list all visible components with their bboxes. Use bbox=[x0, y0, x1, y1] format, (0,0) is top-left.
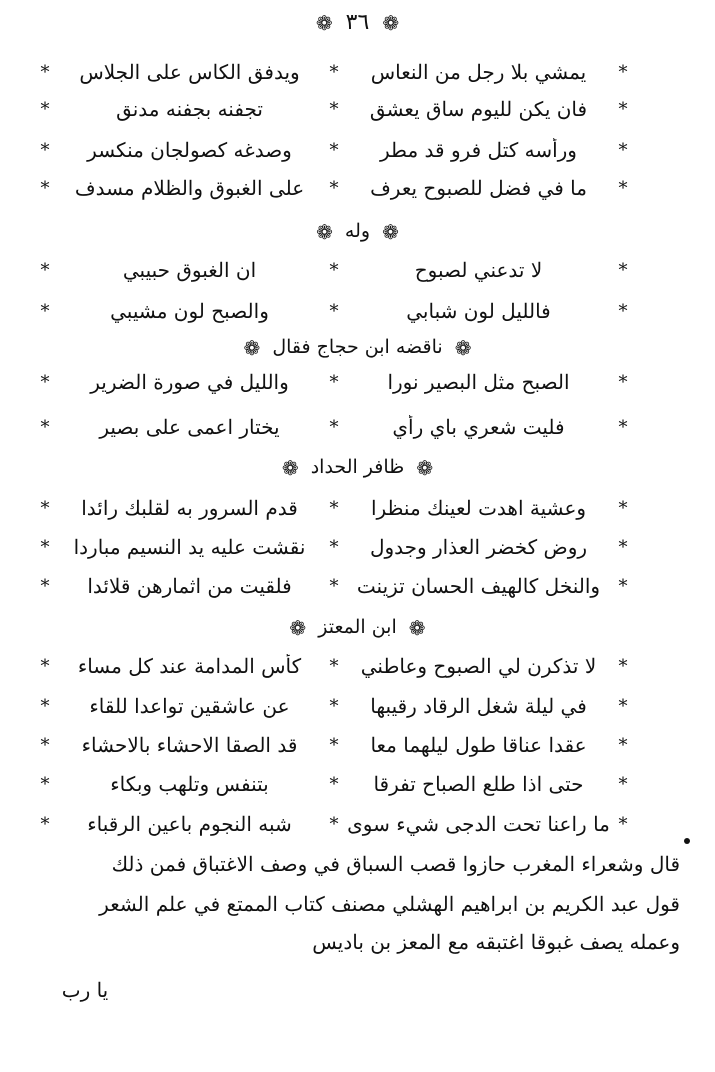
verse-line bbox=[34, 170, 634, 206]
ink-dot bbox=[684, 838, 690, 844]
verse-second-hemistich: وصدغه كصولجان منكسر bbox=[87, 138, 292, 162]
ornament-icon: ❁ bbox=[315, 11, 333, 35]
star-icon: * bbox=[329, 575, 339, 597]
ornament-icon: ❁ bbox=[416, 456, 434, 480]
verse-second-hemistich: كأس المدامة عند كل مساء bbox=[77, 654, 302, 678]
verse-first-hemistich: والنخل كالهيف الحسان تزينت bbox=[356, 574, 601, 598]
ornament-icon: ❁ bbox=[316, 220, 333, 244]
star-icon: * bbox=[329, 98, 339, 120]
verse-second-hemistich: نقشت عليه يد النسيم مباردا bbox=[73, 535, 306, 559]
star-icon: * bbox=[618, 98, 628, 120]
ornament-icon: ❁ bbox=[382, 11, 400, 35]
star-icon: * bbox=[40, 497, 50, 519]
star-icon: * bbox=[40, 536, 50, 558]
prose-line: قول عبد الكريم بن ابراهيم الهشلي مصنف كتاب الممتع في علم الشعر bbox=[99, 892, 680, 916]
star-icon: * bbox=[618, 259, 628, 281]
section-heading-text: ظافر الحداد bbox=[310, 456, 405, 478]
verse-second-hemistich: والليل في صورة الضرير bbox=[90, 370, 289, 394]
section-heading-text: ناقضه ابن حجاج فقال bbox=[272, 336, 443, 358]
star-icon: * bbox=[618, 497, 628, 519]
prose-line: قال وشعراء المغرب حازوا قصب السباق في وصف الاغتباق فمن ذلك bbox=[111, 852, 680, 876]
verse-second-hemistich: قدم السرور به لقلبك رائدا bbox=[81, 496, 298, 520]
verse-first-hemistich: روض كخضر العذار وجدول bbox=[369, 535, 588, 559]
verse-line bbox=[34, 727, 634, 763]
star-icon: * bbox=[40, 139, 50, 161]
verse-second-hemistich: يختار اعمى على بصير bbox=[99, 415, 280, 439]
section-heading bbox=[0, 332, 715, 363]
verse-line bbox=[34, 766, 634, 802]
verse-second-hemistich: تجفنه بجفنه مدنق bbox=[116, 97, 263, 121]
star-icon: * bbox=[40, 773, 50, 795]
verse-first-hemistich: ما في فضل للصبوح يعرف bbox=[370, 176, 587, 200]
star-icon: * bbox=[329, 139, 339, 161]
ornament-icon: ❁ bbox=[243, 336, 261, 360]
verse-line bbox=[34, 529, 634, 565]
verse-second-hemistich: ويدفق الكاس على الجلاس bbox=[79, 60, 300, 84]
star-icon: * bbox=[329, 300, 339, 322]
star-icon: * bbox=[618, 371, 628, 393]
page-number-header bbox=[0, 8, 715, 38]
verse-line bbox=[34, 293, 634, 329]
verse-first-hemistich: يمشي بلا رجل من النعاس bbox=[370, 60, 587, 84]
verse-first-hemistich: حتى اذا طلع الصباح تفرقا bbox=[373, 772, 584, 796]
verse-line bbox=[34, 364, 634, 400]
verse-first-hemistich: ورأسه كتل فرو قد مطر bbox=[380, 138, 577, 162]
verse-second-hemistich: والصبح لون مشيبي bbox=[110, 299, 269, 323]
star-icon: * bbox=[40, 177, 50, 199]
star-icon: * bbox=[329, 177, 339, 199]
star-icon: * bbox=[329, 773, 339, 795]
page-number: ٣٦ bbox=[345, 10, 370, 35]
star-icon: * bbox=[40, 695, 50, 717]
verse-line bbox=[34, 490, 634, 526]
verse-line bbox=[34, 409, 634, 445]
star-icon: * bbox=[329, 536, 339, 558]
verse-first-hemistich: الصبح مثل البصير نورا bbox=[387, 370, 570, 394]
star-icon: * bbox=[618, 655, 628, 677]
star-icon: * bbox=[618, 139, 628, 161]
verse-line bbox=[34, 568, 634, 604]
star-icon: * bbox=[329, 497, 339, 519]
star-icon: * bbox=[40, 98, 50, 120]
verse-line bbox=[34, 91, 634, 127]
prose-line: يا رب bbox=[61, 978, 109, 1002]
star-icon: * bbox=[329, 61, 339, 83]
verse-second-hemistich: شبه النجوم باعين الرقباء bbox=[87, 812, 292, 836]
verse-first-hemistich: وعشية اهدت لعينك منظرا bbox=[370, 496, 587, 520]
star-icon: * bbox=[618, 695, 628, 717]
star-icon: * bbox=[329, 371, 339, 393]
star-icon: * bbox=[40, 300, 50, 322]
star-icon: * bbox=[40, 575, 50, 597]
verse-second-hemistich: ان الغبوق حبيبي bbox=[122, 258, 257, 282]
star-icon: * bbox=[618, 813, 628, 835]
verse-first-hemistich: عقدا عناقا طول ليلهما معا bbox=[370, 733, 587, 757]
star-icon: * bbox=[618, 416, 628, 438]
prose-line: وعمله يصف غبوقا اغتبقه مع المعز بن باديس bbox=[312, 930, 680, 954]
star-icon: * bbox=[40, 813, 50, 835]
section-heading-text: ابن المعتز bbox=[318, 616, 397, 638]
verse-line bbox=[34, 648, 634, 684]
star-icon: * bbox=[618, 300, 628, 322]
star-icon: * bbox=[40, 259, 50, 281]
verse-first-hemistich: فليت شعري باي رأي bbox=[392, 415, 565, 439]
verse-second-hemistich: قد الصقا الاحشاء بالاحشاء bbox=[81, 733, 298, 757]
star-icon: * bbox=[618, 773, 628, 795]
verse-first-hemistich: فان يكن لليوم ساق يعشق bbox=[369, 97, 588, 121]
section-heading-text: وله bbox=[344, 220, 371, 242]
star-icon: * bbox=[329, 813, 339, 835]
star-icon: * bbox=[329, 734, 339, 756]
ornament-icon: ❁ bbox=[281, 456, 299, 480]
star-icon: * bbox=[40, 61, 50, 83]
verse-first-hemistich: ما راعنا تحت الدجى شيء سوى bbox=[347, 812, 610, 836]
star-icon: * bbox=[618, 734, 628, 756]
verse-second-hemistich: بتنفس وتلهب وبكاء bbox=[110, 772, 269, 796]
section-heading bbox=[0, 452, 715, 483]
verse-first-hemistich: لا تذكرن لي الصبوح وعاطني bbox=[360, 654, 597, 678]
verse-first-hemistich: لا تدعني لصبوح bbox=[414, 258, 543, 282]
verse-line bbox=[34, 688, 634, 724]
section-heading bbox=[0, 612, 715, 643]
star-icon: * bbox=[618, 575, 628, 597]
star-icon: * bbox=[329, 259, 339, 281]
verse-first-hemistich: فالليل لون شبابي bbox=[406, 299, 551, 323]
verse-line bbox=[34, 806, 634, 842]
verse-line bbox=[34, 54, 634, 90]
star-icon: * bbox=[329, 655, 339, 677]
star-icon: * bbox=[40, 416, 50, 438]
star-icon: * bbox=[40, 734, 50, 756]
ornament-icon: ❁ bbox=[454, 336, 472, 360]
ornament-icon: ❁ bbox=[289, 616, 307, 640]
star-icon: * bbox=[40, 655, 50, 677]
ornament-icon: ❁ bbox=[382, 220, 399, 244]
star-icon: * bbox=[329, 695, 339, 717]
star-icon: * bbox=[618, 536, 628, 558]
verse-line bbox=[34, 252, 634, 288]
star-icon: * bbox=[329, 416, 339, 438]
star-icon: * bbox=[618, 61, 628, 83]
star-icon: * bbox=[618, 177, 628, 199]
verse-line bbox=[34, 132, 634, 168]
verse-first-hemistich: في ليلة شغل الرقاد رقيبها bbox=[370, 694, 587, 718]
verse-second-hemistich: فلقيت من اثمارهن قلائدا bbox=[87, 574, 292, 598]
verse-second-hemistich: على الغبوق والظلام مسدف bbox=[74, 176, 305, 200]
section-heading bbox=[0, 216, 715, 247]
ornament-icon: ❁ bbox=[408, 616, 426, 640]
verse-second-hemistich: عن عاشقين تواعدا للقاء bbox=[89, 694, 290, 718]
star-icon: * bbox=[40, 371, 50, 393]
